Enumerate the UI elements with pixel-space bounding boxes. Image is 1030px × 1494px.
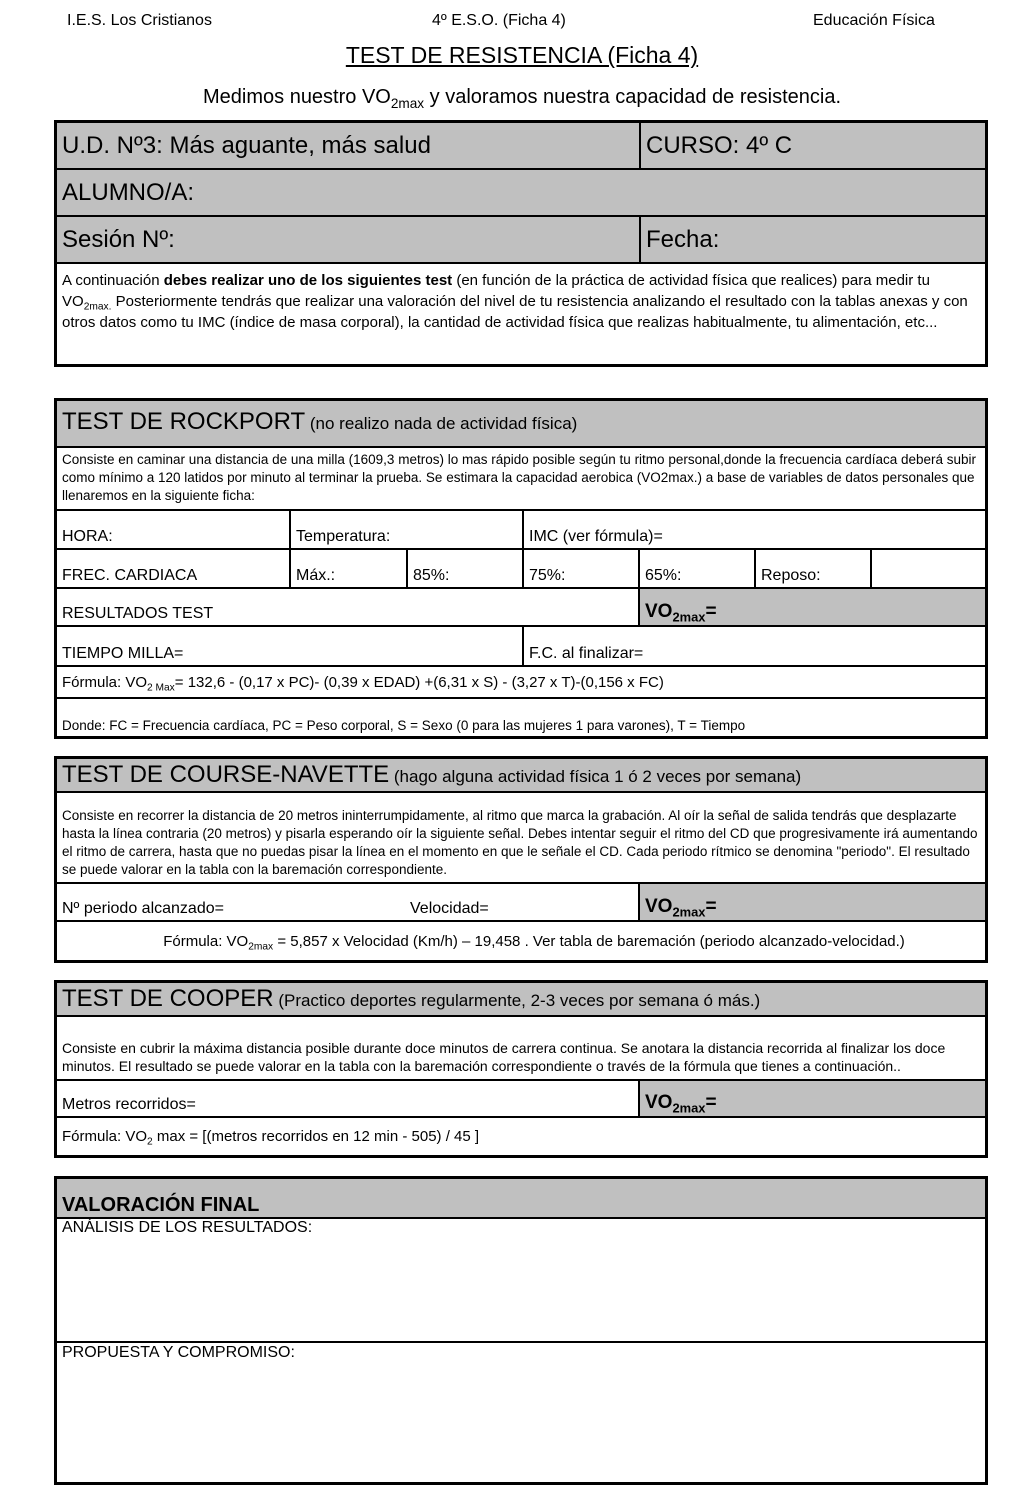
proposal-row xyxy=(57,1343,985,1482)
rockport-formula-row xyxy=(57,667,985,699)
p85-field[interactable]: 85%: xyxy=(406,550,522,587)
rockport-title: TEST DE ROCKPORT (no realizo nada de actividad física) xyxy=(62,408,578,435)
analysis-row xyxy=(57,1219,985,1343)
p65-field[interactable]: 65%: xyxy=(638,550,754,587)
cooper-formula-row xyxy=(57,1118,985,1155)
reposo-value-field[interactable] xyxy=(870,550,985,587)
navette-formula: Fórmula: $VO_{2max} = 5,857$ x Velocidad (Km/h) – 19,458 . Ver tabla de baremación (periodo alcanzado-velocidad.) xyxy=(163,932,905,953)
navette-description-row xyxy=(57,793,985,884)
max-field[interactable]: Máx.: xyxy=(289,550,406,587)
rockport-frec-row xyxy=(57,550,985,589)
navette-title: TEST DE COURSE-NAVETTE (hago alguna actividad física 1 ó 2 veces por semana) xyxy=(62,761,802,788)
imc-field[interactable]: IMC (ver fórmula)= xyxy=(522,511,985,548)
cooper-description-row xyxy=(57,1017,985,1081)
velocidad-field[interactable]: Velocidad= xyxy=(410,900,489,917)
p75-field[interactable]: 75%: xyxy=(522,550,638,587)
rockport-title-row xyxy=(57,401,985,448)
final-title-row xyxy=(57,1179,985,1219)
rockport-results-row xyxy=(57,589,985,627)
rockport-donde: Donde: FC = Frecuencia cardíaca, PC = Peso corporal, S = Sexo (0 para las mujeres 1 para varones), T = Tiempo xyxy=(62,718,746,733)
student-row xyxy=(57,170,985,217)
metros-field[interactable]: Metros recorridos= xyxy=(62,1096,196,1113)
navette-section xyxy=(54,756,988,963)
page-subtitle: Medimos nuestro $VO_{2max}$ y valoramos nuestra capacidad de resistencia. xyxy=(203,86,841,111)
proposal-field[interactable]: PROPUESTA Y COMPROMISO: xyxy=(62,1344,295,1361)
navette-formula-row xyxy=(57,922,985,960)
course-name: 4º E.S.O. (Ficha 4) xyxy=(432,12,566,29)
rockport-description: Consiste en caminar una distancia de una milla (1609,3 metros) lo mas rápido posible según tu ritmo personal,donde la frecuencia cardíaca deberá subir como mínimo a 120 latidos por minuto al terminar la prueba. Se estimara la capacidad aerobica (VO2max.) a base de variables de datos personales que llenaremos en la siguiente ficha: xyxy=(62,452,977,503)
rockport-donde-row xyxy=(57,699,985,736)
unit-label: U.D. Nº3: Más aguante, más salud xyxy=(62,131,431,159)
page-header xyxy=(0,12,1030,32)
cooper-title: TEST DE COOPER (Practico deportes regularmente, 2-3 veces por semana ó más.) xyxy=(62,985,761,1012)
rockport-section xyxy=(54,398,988,739)
fc-final-field[interactable]: F.C. al finalizar= xyxy=(522,627,985,665)
frec-cardiaca-label: FREC. CARDIACA xyxy=(62,567,198,584)
periodo-field[interactable]: Nº periodo alcanzado= xyxy=(62,900,224,917)
intro-text: A continuación debes realizar uno de los siguientes test (en función de la práctica de actividad física que realices) para medir tu $VO_{2max.}$ Posteriormente tendrás que realizar una valoración del nivel de tu resistencia analizando el resultado con la tablas anexas y con otros datos como tu IMC (índice de masa corporal), la cantidad de actividad física que realizas habitualmente, tu alimentación, etc... xyxy=(62,272,968,331)
rockport-tiempo-row xyxy=(57,627,985,667)
cooper-description: Consiste en cubrir la máxima distancia posible durante doce minutos de carrera continua. Se anotara la distancia recorrida al finalizar los doce minutos. El resultado se puede valorar en la tabla con la baremación correspondiente o través de la fórmula que tienes a continuación.. xyxy=(62,1040,946,1074)
page-title: TEST DE RESISTENCIA (Ficha 4) xyxy=(345,42,699,68)
rockport-hora-row xyxy=(57,511,985,550)
navette-results-row xyxy=(57,884,985,922)
curso-label: CURSO: 4º C xyxy=(639,123,985,168)
final-section xyxy=(54,1176,988,1485)
reposo-field[interactable]: Reposo: xyxy=(754,550,870,587)
rockport-vo2-field[interactable]: $VO_{2max}=$ xyxy=(638,589,985,625)
navette-vo2-field[interactable]: $VO_{2max}=$ xyxy=(638,884,985,920)
info-box xyxy=(54,120,988,367)
cooper-formula: Fórmula: $VO_2$ max = [(metros recorridos en 12 min - 505) / 45 ] xyxy=(62,1128,480,1148)
navette-description: Consiste en recorrer la distancia de 20 metros ininterrumpidamente, al ritmo que marca la grabación. Al oír la señal de salida tendrás que desplazarte hasta la línea contraria (20 metros) y pisarla esperando oír la siguiente señal. Debes intentar seguir el ritmo del CD que progresivamente irá aumentando el ritmo de carrera, hasta que no puedas pisar la línea en el momento en que le señale el CD. Cada periodo rítmico se denomina "periodo". El resultado se puede valorar en la tabla con la baremación correspondiente. xyxy=(62,808,978,877)
date-field[interactable]: Fecha: xyxy=(639,217,985,262)
hora-field[interactable]: HORA: xyxy=(62,528,113,545)
cooper-vo2-field[interactable]: $VO_{2max}=$ xyxy=(638,1081,985,1116)
unit-row xyxy=(57,123,985,170)
session-field[interactable]: Sesión Nº: xyxy=(62,225,175,253)
rockport-formula: Fórmula: $VO_{2 Max}= 132,6 - (0,17$ x PC)- (0,39 x EDAD) +(6,31 x S) - (3,27 x T)-(0,156 x FC) xyxy=(62,673,664,694)
cooper-title-row xyxy=(57,983,985,1017)
temperatura-field[interactable]: Temperatura: xyxy=(289,511,522,548)
subject-name: Educación Física xyxy=(813,12,935,29)
final-title: VALORACIÓN FINAL xyxy=(62,1194,260,1216)
resultados-label: RESULTADOS TEST xyxy=(62,605,214,622)
intro-row xyxy=(57,264,985,364)
session-row xyxy=(57,217,985,264)
cooper-section xyxy=(54,980,988,1158)
analysis-field[interactable]: ANÁLISIS DE LOS RESULTADOS: xyxy=(62,1219,313,1236)
student-field[interactable]: ALUMNO/A: xyxy=(62,178,195,206)
school-name: I.E.S. Los Cristianos xyxy=(67,12,212,29)
tiempo-milla-field[interactable]: TIEMPO MILLA= xyxy=(62,645,184,662)
navette-title-row xyxy=(57,759,985,793)
rockport-description-row xyxy=(57,448,985,511)
cooper-results-row xyxy=(57,1081,985,1118)
